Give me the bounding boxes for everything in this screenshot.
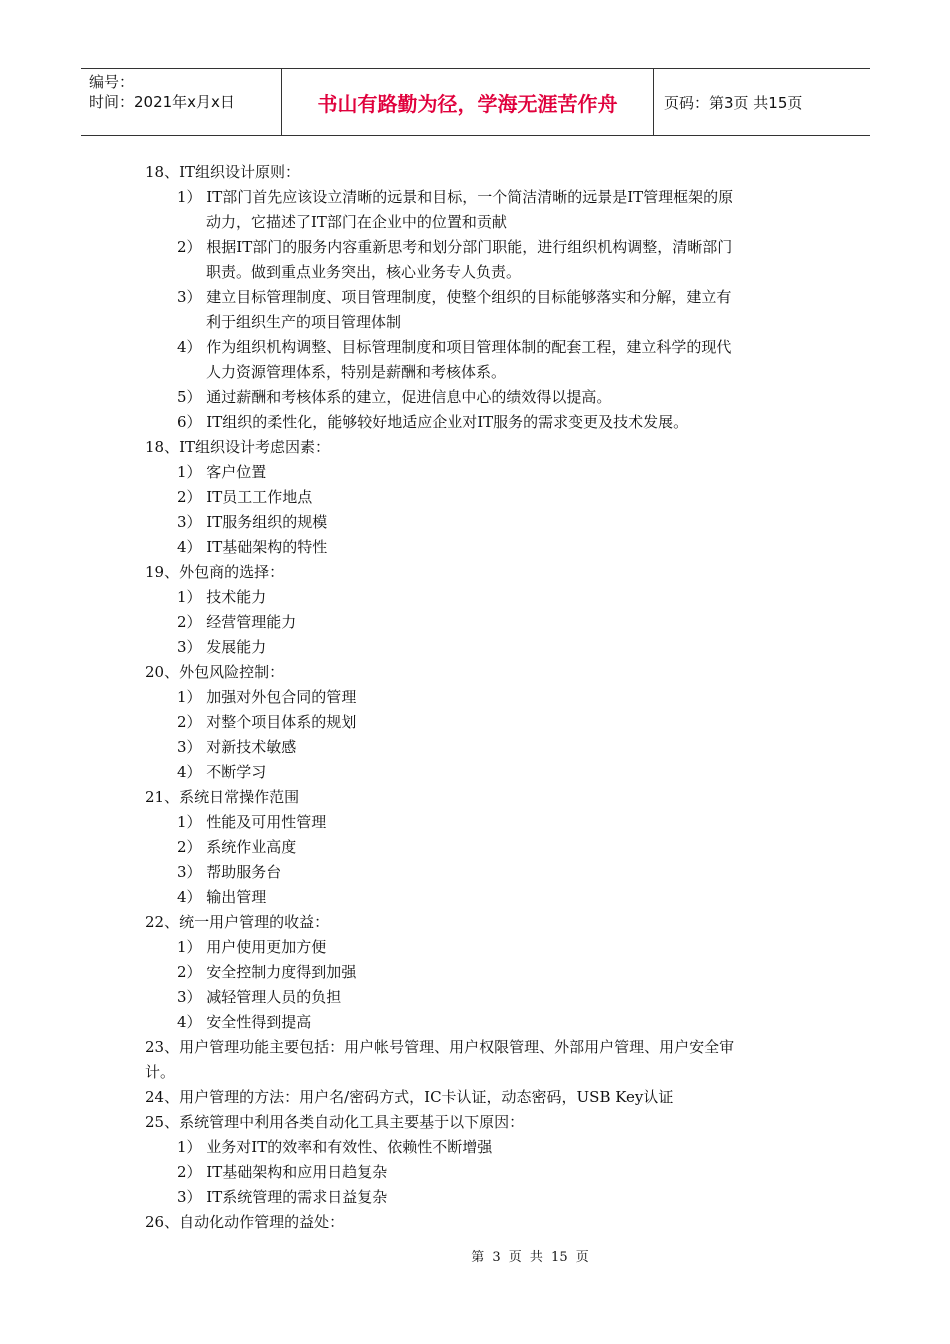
section-line: 21、系统日常操作范围 <box>145 788 300 806</box>
list-item: 6） IT组织的柔性化，能够较好地适应企业对IT服务的需求变更及技术发展。 <box>177 413 689 431</box>
header-motto: 书山有路勤为径，学海无涯苦作舟 <box>282 69 654 135</box>
section-line: 26、自动化动作管理的益处： <box>145 1213 345 1231</box>
list-item: 动力，它描述了IT部门在企业中的位置和贡献 <box>206 213 507 231</box>
section-line: 18、IT组织设计考虑因素： <box>145 438 331 456</box>
section-line: 22、统一用户管理的收益： <box>145 913 330 931</box>
section-line: 24、用户管理的方法：用户名/密码方式，IC卡认证，动态密码，USB Key认证 <box>145 1088 674 1106</box>
section-line: 25、系统管理中利用各类自动化工具主要基于以下原因： <box>145 1113 525 1131</box>
header-meta <box>81 69 282 135</box>
section-line: 计。 <box>145 1063 176 1081</box>
list-item: 3） 发展能力 <box>177 638 267 656</box>
list-item: 4） IT基础架构的特性 <box>177 538 328 556</box>
list-item: 4） 不断学习 <box>177 763 267 781</box>
list-item: 1） 技术能力 <box>177 588 267 606</box>
list-item: 3） IT系统管理的需求日益复杂 <box>177 1188 388 1206</box>
footer-page-number: 第 3 页 共 15 页 <box>471 1250 589 1265</box>
list-item: 1） 用户使用更加方便 <box>177 938 327 956</box>
list-item: 1） IT部门首先应该设立清晰的远景和目标，一个简洁清晰的远景是IT管理框架的原 <box>177 188 734 206</box>
list-item: 3） 帮助服务台 <box>177 863 282 881</box>
document-body <box>145 160 810 1235</box>
number-label: 编号： <box>89 73 135 91</box>
list-item: 2） 经营管理能力 <box>177 613 297 631</box>
list-item: 2） 对整个项目体系的规划 <box>177 713 357 731</box>
list-item: 4） 安全性得到提高 <box>177 1013 312 1031</box>
section-line: 19、外包商的选择： <box>145 563 285 581</box>
list-item: 1） 客户位置 <box>177 463 267 481</box>
section-line: 20、外包风险控制： <box>145 663 285 681</box>
list-item: 2） 根据IT部门的服务内容重新思考和划分部门职能，进行组织机构调整，清晰部门 <box>177 238 733 256</box>
list-item: 3） IT服务组织的规模 <box>177 513 328 531</box>
list-item: 2） 安全控制力度得到加强 <box>177 963 357 981</box>
list-item: 利于组织生产的项目管理体制 <box>206 313 402 331</box>
list-item: 5） 通过薪酬和考核体系的建立，促进信息中心的绩效得以提高。 <box>177 388 612 406</box>
page-header <box>81 68 870 136</box>
section-line: 18、IT组织设计原则： <box>145 163 301 181</box>
list-item: 1） 业务对IT的效率和有效性、依赖性不断增强 <box>177 1138 493 1156</box>
list-item: 2） IT基础架构和应用日趋复杂 <box>177 1163 388 1181</box>
list-item: 4） 输出管理 <box>177 888 267 906</box>
list-item: 人力资源管理体系，特别是薪酬和考核体系。 <box>206 363 507 381</box>
list-item: 1） 加强对外包合同的管理 <box>177 688 357 706</box>
list-item: 2） 系统作业高度 <box>177 838 297 856</box>
list-item: 1） 性能及可用性管理 <box>177 813 327 831</box>
list-item: 职责。做到重点业务突出，核心业务专人负责。 <box>206 263 522 281</box>
list-item: 3） 减轻管理人员的负担 <box>177 988 342 1006</box>
section-line: 23、用户管理功能主要包括：用户帐号管理、用户权限管理、外部用户管理、用户安全审 <box>145 1038 735 1056</box>
list-item: 3） 对新技术敏感 <box>177 738 297 756</box>
header-page-code: 页码：第3页 共15页 <box>664 93 803 112</box>
list-item: 4） 作为组织机构调整、目标管理制度和项目管理体制的配套工程，建立科学的现代 <box>177 338 732 356</box>
list-item: 2） IT员工工作地点 <box>177 488 313 506</box>
list-item: 3） 建立目标管理制度、项目管理制度，使整个组织的目标能够落实和分解，建立有 <box>177 288 732 306</box>
page-footer <box>0 1246 950 1265</box>
time-label: 时间：2021年x月x日 <box>89 93 235 111</box>
